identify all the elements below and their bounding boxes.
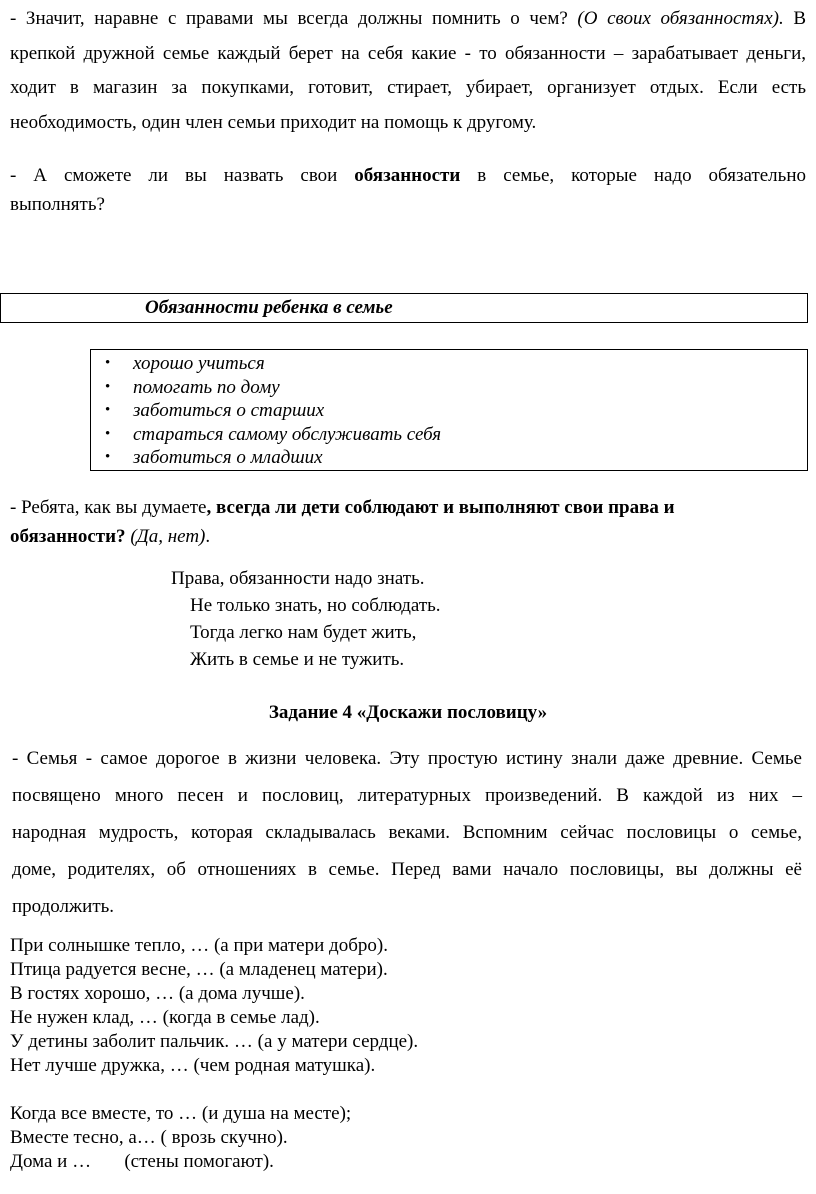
- proverb-line: При солнышке тепло, … (а при матери добро).: [10, 935, 388, 956]
- proverb-line: Не нужен клад, … (когда в семье лад).: [10, 1007, 320, 1028]
- proverb-line: Вместе тесно, а… ( врозь скучно).: [10, 1127, 288, 1148]
- proverb-line: У детины заболит пальчик. … (а у матери сердце).: [10, 1031, 419, 1052]
- duties-list-box: [90, 349, 808, 471]
- bullet-icon: •: [105, 378, 111, 395]
- poem-line: Не только знать, но соблюдать.: [190, 595, 441, 616]
- family-line: народная мудрость, которая складывалась веками. Вспомним сейчас пословицы о семье,: [12, 822, 802, 843]
- family-paragraph: [12, 740, 802, 925]
- list-item: • хорошо учиться: [105, 353, 265, 374]
- bullet-icon: •: [105, 402, 111, 418]
- rights-question-paragraph: [10, 493, 675, 551]
- rights-question-line-1: - Ребята, как вы думаете, всегда ли дети соблюдают и выполняют свои права и: [10, 497, 675, 518]
- intro-line-3: ходит в магазин за покупками, готовит, стирает, убирает, организует отдых. Если есть: [10, 77, 806, 98]
- family-line: посвящено много песен и пословиц, литературных произведений. В каждой из них –: [12, 785, 802, 806]
- rights-question-line-2: обязанности? (Да, нет).: [10, 526, 211, 547]
- list-item: • стараться самому обслуживать себя: [105, 423, 442, 445]
- list-item: • заботиться о старших: [105, 400, 325, 421]
- poem-line: Жить в семье и не тужить.: [190, 649, 405, 670]
- bullet-icon: •: [105, 425, 111, 442]
- family-line: продолжить.: [12, 896, 115, 917]
- question-paragraph: [10, 161, 806, 219]
- proverb-line: Птица радуется весне, … (а младенец матери).: [10, 959, 388, 980]
- bullet-icon: •: [105, 449, 111, 465]
- duties-title: Обязанности ребенка в семье: [145, 297, 393, 318]
- intro-line-4: необходимость, один член семьи приходит на помощь к другому.: [10, 111, 537, 133]
- task-title: Задание 4 «Доскажи пословицу»: [268, 702, 548, 723]
- question-line-2: выполнять?: [10, 194, 105, 215]
- intro-line-2: крепкой дружной семье каждый берет на себя какие - то обязанности – зарабатывает деньги,: [10, 42, 806, 64]
- poem-line: Тогда легко нам будет жить,: [190, 622, 417, 643]
- question-line-1: - А сможете ли вы назвать свои обязанности в семье, которые надо обязательно: [10, 165, 806, 186]
- proverb-line: Нет лучше дружка, … (чем родная матушка).: [10, 1055, 376, 1076]
- poem-line: Права, обязанности надо знать.: [171, 568, 425, 589]
- intro-line-1: - Значит, наравне с правами мы всегда должны помнить о чем? (О своих обязанностях). В: [10, 8, 806, 29]
- proverb-line: Дома и … (стены помогают).: [10, 1151, 274, 1172]
- list-item: • помогать по дому: [105, 376, 280, 398]
- proverb-line: Когда все вместе, то … (и душа на месте);: [10, 1103, 352, 1124]
- list-item: • заботиться о младших: [105, 447, 323, 468]
- bullet-icon: •: [105, 355, 111, 371]
- intro-paragraph: [10, 2, 806, 140]
- duties-title-box: [0, 293, 808, 323]
- family-line: доме, родителях, об отношениях в семье. Перед вами начало пословицы, вы должны её: [12, 859, 802, 880]
- proverb-line: В гостях хорошо, … (а дома лучше).: [10, 983, 305, 1004]
- family-line: - Семья - самое дорогое в жизни человека. Эту простую истину знали даже древние. Семье: [12, 748, 802, 769]
- duties-list: [91, 352, 441, 470]
